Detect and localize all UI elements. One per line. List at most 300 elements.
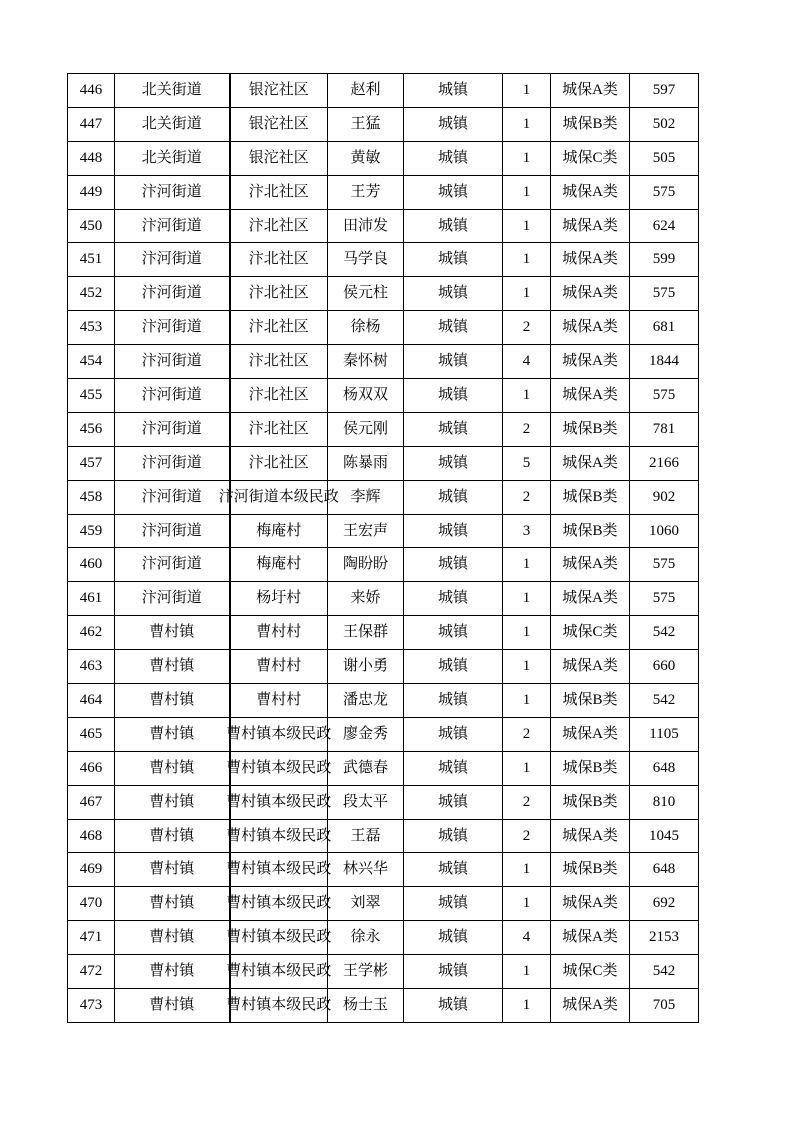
- household-size-cell: [503, 514, 551, 548]
- household-size-cell-inner: [503, 582, 550, 615]
- household-size-cell: [503, 345, 551, 379]
- household-size-cell-inner: [503, 176, 550, 209]
- street-cell-text: 汴河街道: [141, 217, 202, 234]
- household-type-cell: [404, 175, 503, 209]
- row-number-cell-text: 469: [79, 861, 103, 878]
- street-cell: [115, 209, 230, 243]
- name-cell-inner: [328, 616, 403, 649]
- community-cell-text: 曹村村: [256, 658, 302, 675]
- category-cell-text: 城保A类: [562, 590, 618, 607]
- category-cell: [551, 379, 630, 413]
- street-cell: [115, 480, 230, 514]
- name-cell: [328, 74, 404, 108]
- row-number-cell-text: 466: [79, 759, 103, 776]
- name-cell: [328, 955, 404, 989]
- household-type-cell: [404, 480, 503, 514]
- street-cell-inner: [115, 481, 229, 514]
- row-number-cell-inner: [68, 345, 114, 378]
- amount-cell-inner: [630, 413, 698, 446]
- amount-cell-text: 542: [652, 963, 676, 980]
- household-size-cell-inner: [503, 447, 550, 480]
- row-number-cell-text: 462: [79, 624, 103, 641]
- table-row: [68, 989, 699, 1023]
- household-type-cell: [404, 277, 503, 311]
- household-size-cell: [503, 446, 551, 480]
- name-cell: [328, 209, 404, 243]
- community-cell-text: 曹村镇本级民政: [226, 996, 332, 1013]
- household-size-cell: [503, 379, 551, 413]
- household-size-cell: [503, 209, 551, 243]
- community-cell-inner: [231, 413, 328, 446]
- category-cell-inner: [551, 718, 629, 751]
- household-size-cell-text: 1: [522, 251, 531, 268]
- community-cell: [230, 548, 328, 582]
- community-cell: [230, 650, 328, 684]
- household-size-cell: [503, 955, 551, 989]
- name-cell-inner: [328, 311, 403, 344]
- household-type-cell: [404, 819, 503, 853]
- name-cell-text: 侯元柱: [342, 285, 388, 302]
- street-cell: [115, 819, 230, 853]
- household-type-cell: [404, 548, 503, 582]
- community-cell: [226, 989, 332, 1023]
- amount-cell-inner: [630, 887, 698, 920]
- household-size-cell-inner: [503, 345, 550, 378]
- name-cell-inner: [328, 481, 403, 514]
- street-cell-inner: [115, 176, 229, 209]
- household-type-cell: [404, 650, 503, 684]
- community-cell-inner: [231, 447, 328, 480]
- row-number-cell-text: 449: [79, 183, 103, 200]
- amount-cell: [630, 141, 699, 175]
- name-cell: [328, 785, 404, 819]
- community-cell-inner: [226, 955, 332, 988]
- household-type-cell-inner: [404, 108, 502, 141]
- category-cell: [551, 412, 630, 446]
- street-cell: [115, 514, 230, 548]
- street-cell: [115, 955, 230, 989]
- name-cell-inner: [328, 277, 403, 310]
- amount-cell-inner: [630, 481, 698, 514]
- community-cell-inner: [231, 345, 328, 378]
- household-type-cell: [404, 209, 503, 243]
- household-size-cell: [503, 785, 551, 819]
- name-cell-inner: [328, 718, 403, 751]
- community-cell-inner: [226, 820, 332, 853]
- community-cell-text: 杨圩村: [256, 590, 302, 607]
- household-size-cell-text: 1: [522, 285, 531, 302]
- street-cell: [115, 74, 230, 108]
- household-size-cell: [503, 412, 551, 446]
- street-cell-inner: [115, 820, 229, 853]
- street-cell-inner: [115, 413, 229, 446]
- amount-cell-text: 902: [652, 488, 676, 505]
- amount-cell: [630, 548, 699, 582]
- household-type-cell-text: 城镇: [437, 658, 468, 675]
- household-type-cell-inner: [404, 616, 502, 649]
- community-cell-text: 汴北社区: [248, 386, 309, 403]
- household-size-cell-inner: [503, 752, 550, 785]
- household-type-cell-text: 城镇: [437, 759, 468, 776]
- name-cell-text: 谢小勇: [342, 658, 388, 675]
- household-type-cell: [404, 107, 503, 141]
- household-size-cell-inner: [503, 887, 550, 920]
- community-cell: [226, 751, 332, 785]
- household-type-cell-inner: [404, 74, 502, 107]
- row-number-cell-inner: [68, 582, 114, 615]
- community-cell-text: 银沱社区: [248, 115, 309, 132]
- community-cell-text: 汴北社区: [248, 251, 309, 268]
- category-cell-inner: [551, 989, 629, 1022]
- household-type-cell-text: 城镇: [437, 963, 468, 980]
- name-cell: [328, 379, 404, 413]
- row-number-cell-text: 461: [79, 590, 103, 607]
- street-cell-inner: [115, 379, 229, 412]
- table-row: [68, 751, 699, 785]
- amount-cell-inner: [630, 582, 698, 615]
- amount-cell-inner: [630, 515, 698, 548]
- name-cell-text: 田沛发: [342, 217, 388, 234]
- household-size-cell-text: 1: [522, 658, 531, 675]
- street-cell-inner: [115, 718, 229, 751]
- amount-cell-inner: [630, 955, 698, 988]
- category-cell-text: 城保B类: [562, 691, 618, 708]
- household-size-cell-text: 1: [522, 996, 531, 1013]
- household-size-cell-inner: [503, 989, 550, 1022]
- street-cell-inner: [115, 74, 229, 107]
- household-type-cell-text: 城镇: [437, 454, 468, 471]
- category-cell: [551, 514, 630, 548]
- amount-cell: [630, 921, 699, 955]
- street-cell-inner: [115, 887, 229, 920]
- name-cell-inner: [328, 786, 403, 819]
- name-cell: [328, 921, 404, 955]
- row-number-cell-inner: [68, 616, 114, 649]
- row-number-cell-inner: [68, 752, 114, 785]
- household-type-cell-inner: [404, 820, 502, 853]
- household-type-cell: [404, 853, 503, 887]
- amount-cell-text: 681: [652, 319, 676, 336]
- community-cell-text: 曹村镇本级民政: [226, 963, 332, 980]
- community-cell-inner: [231, 548, 328, 581]
- household-type-cell-inner: [404, 887, 502, 920]
- category-cell-text: 城保A类: [562, 929, 618, 946]
- community-cell: [230, 243, 328, 277]
- household-size-cell: [503, 751, 551, 785]
- row-number-cell: [68, 785, 115, 819]
- community-cell: [226, 921, 332, 955]
- table-row: [68, 277, 699, 311]
- amount-cell-inner: [630, 277, 698, 310]
- household-size-cell-text: 1: [522, 861, 531, 878]
- row-number-cell-text: 446: [79, 81, 103, 98]
- community-cell: [230, 311, 328, 345]
- household-size-cell: [503, 853, 551, 887]
- household-type-cell-text: 城镇: [437, 149, 468, 166]
- category-cell-text: 城保A类: [562, 319, 618, 336]
- row-number-cell-inner: [68, 277, 114, 310]
- row-number-cell: [68, 819, 115, 853]
- name-cell-text: 徐永: [350, 929, 381, 946]
- street-cell-text: 汴河街道: [141, 522, 202, 539]
- category-cell-text: 城保A类: [562, 217, 618, 234]
- name-cell-text: 王磊: [350, 827, 381, 844]
- street-cell: [115, 412, 230, 446]
- community-cell-inner: [231, 210, 328, 243]
- category-cell: [551, 74, 630, 108]
- category-cell-inner: [551, 142, 629, 175]
- category-cell-inner: [551, 176, 629, 209]
- category-cell-text: 城保A类: [562, 285, 618, 302]
- amount-cell: [630, 989, 699, 1023]
- name-cell-inner: [328, 515, 403, 548]
- name-cell-text: 段太平: [342, 793, 388, 810]
- amount-cell-text: 505: [652, 149, 676, 166]
- street-cell-inner: [115, 243, 229, 276]
- household-size-cell-text: 1: [522, 386, 531, 403]
- community-cell-text: 曹村镇本级民政: [226, 895, 332, 912]
- row-number-cell-text: 459: [79, 522, 103, 539]
- row-number-cell: [68, 548, 115, 582]
- community-cell: [226, 819, 332, 853]
- street-cell-text: 北关街道: [141, 149, 202, 166]
- household-type-cell-text: 城镇: [437, 183, 468, 200]
- community-cell-inner: [226, 989, 332, 1022]
- street-cell-text: 汴河街道: [141, 488, 202, 505]
- household-size-cell-text: 4: [522, 929, 531, 946]
- category-cell-text: 城保B类: [562, 420, 618, 437]
- household-size-cell-text: 2: [522, 827, 531, 844]
- community-cell: [226, 853, 332, 887]
- community-cell: [230, 514, 328, 548]
- row-number-cell-text: 468: [79, 827, 103, 844]
- household-size-cell-text: 1: [522, 115, 531, 132]
- household-type-cell-text: 城镇: [437, 353, 468, 370]
- table-row: [68, 141, 699, 175]
- street-cell: [115, 887, 230, 921]
- category-cell-text: 城保A类: [562, 556, 618, 573]
- street-cell-inner: [115, 955, 229, 988]
- name-cell-inner: [328, 142, 403, 175]
- household-type-cell-inner: [404, 142, 502, 175]
- household-size-cell-inner: [503, 616, 550, 649]
- household-type-cell-inner: [404, 752, 502, 785]
- community-cell-text: 汴北社区: [248, 183, 309, 200]
- name-cell-text: 马学良: [342, 251, 388, 268]
- street-cell: [115, 751, 230, 785]
- community-cell-inner: [226, 718, 332, 751]
- community-cell-inner: [231, 142, 328, 175]
- street-cell: [115, 175, 230, 209]
- household-type-cell: [404, 955, 503, 989]
- community-cell-text: 曹村镇本级民政: [226, 929, 332, 946]
- name-cell-inner: [328, 887, 403, 920]
- household-size-cell: [503, 684, 551, 718]
- community-cell: [218, 480, 339, 514]
- category-cell-inner: [551, 413, 629, 446]
- household-size-cell-inner: [503, 820, 550, 853]
- street-cell-text: 北关街道: [141, 115, 202, 132]
- amount-cell: [630, 209, 699, 243]
- community-cell-text: 曹村镇本级民政: [226, 793, 332, 810]
- category-cell-text: 城保C类: [562, 624, 618, 641]
- row-number-cell-inner: [68, 786, 114, 819]
- name-cell: [328, 548, 404, 582]
- household-size-cell-inner: [503, 853, 550, 886]
- community-cell: [230, 209, 328, 243]
- row-number-cell-inner: [68, 650, 114, 683]
- row-number-cell-inner: [68, 853, 114, 886]
- name-cell-text: 侯元刚: [342, 420, 388, 437]
- name-cell-text: 武德春: [342, 759, 388, 776]
- row-number-cell-text: 456: [79, 420, 103, 437]
- category-cell: [551, 650, 630, 684]
- name-cell-inner: [328, 752, 403, 785]
- name-cell: [328, 446, 404, 480]
- street-cell-inner: [115, 548, 229, 581]
- household-type-cell-inner: [404, 650, 502, 683]
- row-number-cell-inner: [68, 548, 114, 581]
- name-cell-inner: [328, 820, 403, 853]
- amount-cell: [630, 379, 699, 413]
- household-size-cell-text: 2: [522, 793, 531, 810]
- community-cell-text: 汴北社区: [248, 285, 309, 302]
- household-size-cell-text: 1: [522, 759, 531, 776]
- table-row: [68, 345, 699, 379]
- table-row: [68, 853, 699, 887]
- row-number-cell: [68, 209, 115, 243]
- street-cell-text: 曹村镇: [149, 827, 195, 844]
- name-cell: [328, 616, 404, 650]
- street-cell-text: 汴河街道: [141, 285, 202, 302]
- category-cell-text: 城保A类: [562, 353, 618, 370]
- street-cell: [115, 243, 230, 277]
- community-cell-inner: [226, 887, 332, 920]
- street-cell-inner: [115, 142, 229, 175]
- table-row: [68, 107, 699, 141]
- table-row: [68, 412, 699, 446]
- name-cell-text: 王宏声: [342, 522, 388, 539]
- category-cell: [551, 480, 630, 514]
- household-type-cell-inner: [404, 277, 502, 310]
- amount-cell-text: 1105: [649, 725, 679, 742]
- street-cell-inner: [115, 752, 229, 785]
- table-row: [68, 887, 699, 921]
- category-cell: [551, 751, 630, 785]
- row-number-cell-inner: [68, 447, 114, 480]
- amount-cell-text: 575: [652, 183, 676, 200]
- table-row: [68, 480, 699, 514]
- row-number-cell-text: 460: [79, 556, 103, 573]
- amount-cell: [630, 819, 699, 853]
- household-size-cell-text: 1: [522, 217, 531, 234]
- household-size-cell: [503, 717, 551, 751]
- name-cell-text: 秦怀树: [342, 353, 388, 370]
- community-cell: [226, 717, 332, 751]
- household-type-cell-inner: [404, 548, 502, 581]
- household-type-cell: [404, 921, 503, 955]
- household-type-cell-inner: [404, 413, 502, 446]
- amount-cell-text: 597: [652, 81, 676, 98]
- household-type-cell-text: 城镇: [437, 251, 468, 268]
- street-cell-text: 曹村镇: [149, 691, 195, 708]
- amount-cell: [630, 175, 699, 209]
- household-type-cell: [404, 751, 503, 785]
- amount-cell: [630, 650, 699, 684]
- street-cell-inner: [115, 345, 229, 378]
- category-cell-text: 城保A类: [562, 996, 618, 1013]
- household-size-cell: [503, 175, 551, 209]
- street-cell-text: 北关街道: [141, 81, 202, 98]
- table-body: [68, 74, 699, 1023]
- street-cell-text: 曹村镇: [149, 996, 195, 1013]
- household-size-cell: [503, 277, 551, 311]
- table-row: [68, 650, 699, 684]
- name-cell: [328, 345, 404, 379]
- community-cell-text: 汴北社区: [248, 420, 309, 437]
- household-type-cell-inner: [404, 243, 502, 276]
- household-type-cell-text: 城镇: [437, 929, 468, 946]
- category-cell-text: 城保A类: [562, 725, 618, 742]
- street-cell-text: 曹村镇: [149, 725, 195, 742]
- category-cell-text: 城保A类: [562, 183, 618, 200]
- street-cell: [115, 311, 230, 345]
- name-cell-inner: [328, 955, 403, 988]
- row-number-cell: [68, 853, 115, 887]
- name-cell-text: 王保群: [342, 624, 388, 641]
- data-table: [67, 73, 699, 1023]
- household-type-cell-inner: [404, 210, 502, 243]
- household-type-cell-inner: [404, 481, 502, 514]
- amount-cell-text: 599: [652, 251, 676, 268]
- amount-cell-text: 1060: [649, 522, 679, 539]
- amount-cell-inner: [630, 74, 698, 107]
- household-type-cell-text: 城镇: [437, 725, 468, 742]
- name-cell-text: 林兴华: [342, 861, 388, 878]
- name-cell: [328, 107, 404, 141]
- amount-cell-text: 502: [652, 115, 676, 132]
- name-cell: [328, 819, 404, 853]
- table-row: [68, 819, 699, 853]
- community-cell-inner: [231, 108, 328, 141]
- household-type-cell-text: 城镇: [437, 624, 468, 641]
- household-size-cell-text: 3: [522, 522, 531, 539]
- street-cell: [115, 921, 230, 955]
- street-cell: [115, 717, 230, 751]
- category-cell-text: 城保A类: [562, 251, 618, 268]
- household-type-cell: [404, 616, 503, 650]
- name-cell-inner: [328, 921, 403, 954]
- category-cell-inner: [551, 515, 629, 548]
- name-cell: [328, 853, 404, 887]
- row-number-cell: [68, 582, 115, 616]
- name-cell-text: 潘忠龙: [342, 691, 388, 708]
- amount-cell: [630, 582, 699, 616]
- amount-cell-inner: [630, 142, 698, 175]
- amount-cell-text: 810: [652, 793, 676, 810]
- community-cell: [230, 175, 328, 209]
- name-cell-text: 杨双双: [342, 386, 388, 403]
- row-number-cell-inner: [68, 820, 114, 853]
- household-size-cell: [503, 887, 551, 921]
- amount-cell: [630, 446, 699, 480]
- street-cell-text: 曹村镇: [149, 658, 195, 675]
- amount-cell: [630, 480, 699, 514]
- name-cell: [328, 311, 404, 345]
- household-size-cell-text: 1: [522, 149, 531, 166]
- category-cell: [551, 311, 630, 345]
- community-cell-text: 曹村镇本级民政: [226, 827, 332, 844]
